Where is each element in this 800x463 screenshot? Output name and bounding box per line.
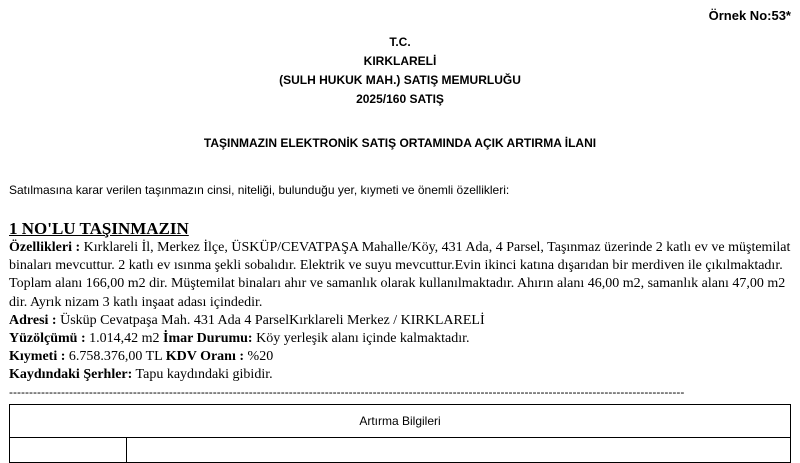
header-line-office: (SULH HUKUK MAH.) SATIŞ MEMURLUĞU (279, 73, 521, 87)
vat-label: KDV Oranı : (165, 349, 245, 365)
value-text: 6.758.376,00 TL (68, 349, 163, 365)
area-text: 1.014,42 m2 (89, 331, 160, 347)
header-line-tc: T.C. (389, 35, 411, 49)
sample-number: Örnek No:53* (708, 8, 791, 23)
property-encumbrance (9, 366, 793, 384)
auction-cell-value (127, 438, 791, 463)
property-heading: 1 NO'LU TAŞINMAZIN (9, 219, 189, 238)
intro-text: Satılmasına karar verilen taşınmazın cinsi, niteliği, bulunduğu yer, kıymeti ve önemli özellikleri: (9, 183, 510, 197)
table-row (10, 438, 791, 463)
vat-text: %20 (247, 349, 274, 365)
zoning-text: Köy yerleşik alanı içinde kalmaktadır. (256, 331, 470, 347)
separator-line: ------------------------------------------------------------------------------------------------------------------------------------------------------------------------- (9, 385, 685, 399)
features-label: Özellikleri : (9, 240, 81, 255)
features-text: Kırklareli İl, Merkez İlçe, ÜSKÜP/CEVATPAŞA Mahalle/Köy, 431 Ada, 4 Parsel, Taşınmaz üzerinde 2 katlı ev ve müştemilat binaları mevcuttur. 2 katlı ev ısınma şekli sobalıdır. Elektrik ve suyu mevcuttur.Evin ikinci katına dışarıdan bir merdiven ile çıkılmaktadır. Toplam alanı 166,00 m2 dir. Müştemilat binaları ahır ve samanlık olarak kullanılmaktadır. Ahırın alanı 46,00 m2, samanlık alanı 47,00 m2 dir. Ayrık nizam 3 katlı inşaat adası içindedir. (9, 240, 791, 310)
document-header (0, 33, 800, 109)
encumbrance-text: Tapu kaydındaki gibidir. (135, 367, 273, 383)
property-section (9, 219, 793, 385)
property-features (9, 239, 793, 312)
address-text: Üsküp Cevatpaşa Mah. 431 Ada 4 ParselKırklareli Merkez / KIRKLARELİ (60, 312, 485, 328)
value-label: Kıymeti : (9, 349, 66, 365)
zoning-label: İmar Durumu: (163, 331, 253, 347)
property-value (9, 348, 793, 366)
area-label: Yüzölçümü : (9, 331, 86, 347)
address-label: Adresi : (9, 312, 57, 328)
header-line-case: 2025/160 SATIŞ (356, 92, 444, 106)
property-area-zoning (9, 330, 793, 348)
property-address (9, 312, 793, 330)
encumbrance-label: Kaydındaki Şerhler: (9, 367, 133, 383)
header-line-city: KIRKLARELİ (363, 54, 437, 68)
announcement-title: TAŞINMAZIN ELEKTRONİK SATIŞ ORTAMINDA AÇIK ARTIRMA İLANI (203, 136, 597, 150)
auction-table-header: Artırma Bilgileri (10, 405, 791, 438)
auction-cell-label (10, 438, 127, 463)
auction-info-table (9, 404, 791, 463)
